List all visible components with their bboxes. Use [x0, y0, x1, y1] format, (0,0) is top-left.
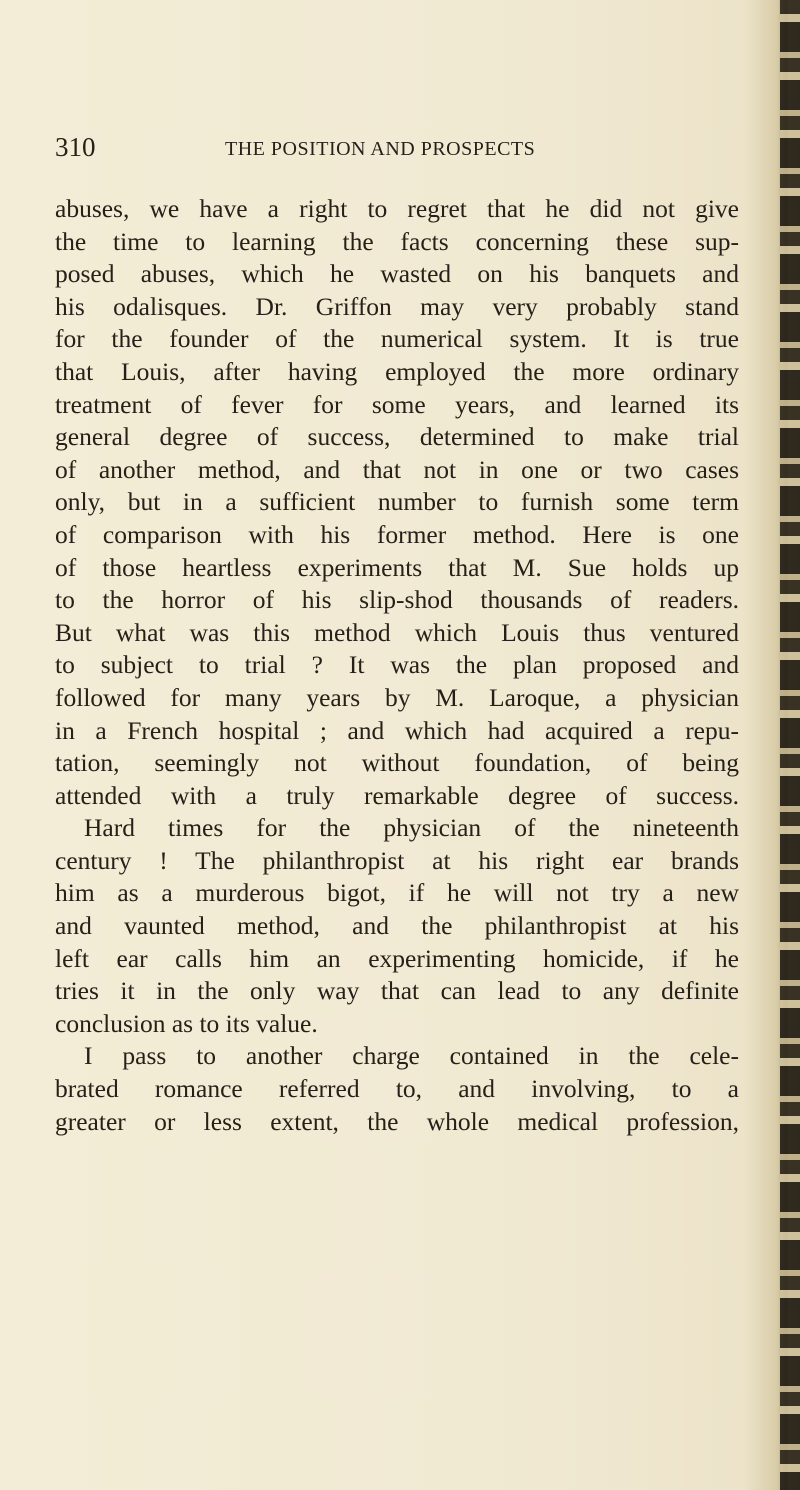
text-line: to the horror of his slip-shod thousands of readers. — [55, 585, 739, 615]
text-line: greater or less extent, the whole medical profession, — [55, 1106, 739, 1136]
text-line: attended with a truly remarkable degree of success. — [55, 780, 739, 810]
text-line: the time to learning the facts concerning these sup- — [55, 226, 739, 256]
running-head: THE POSITION AND PROSPECTS — [225, 138, 536, 160]
body-text — [55, 193, 739, 1138]
text-line: of those heartless experiments that M. Sue holds up — [55, 552, 739, 582]
text-line: tries it in the only way that can lead to any definite — [55, 976, 739, 1006]
text-line: of comparison with his former method. Here is one — [55, 519, 739, 549]
text-line: in a French hospital ; and which had acquired a repu- — [55, 715, 739, 745]
text-line: left ear calls him an experimenting homicide, if he — [55, 943, 739, 973]
text-line: treatment of fever for some years, and learned its — [55, 389, 739, 419]
text-line: century ! The philanthropist at his right ear brands — [55, 845, 739, 875]
text-line: to subject to trial ? It was the plan proposed and — [55, 650, 739, 680]
text-line: and vaunted method, and the philanthropist at his — [55, 911, 739, 941]
text-line: only, but in a sufficient number to furnish some term — [55, 487, 739, 517]
text-line: abuses, we have a right to regret that he did not give — [55, 194, 739, 223]
text-line: tation, seemingly not without foundation, of being — [55, 748, 739, 778]
text-line: for the founder of the numerical system. It is true — [55, 324, 739, 354]
text-line: posed abuses, which he wasted on his banquets and — [55, 259, 739, 289]
text-line: his odalisques. Dr. Griffon may very probably stand — [55, 291, 739, 321]
paragraph-start-line: Hard times for the physician of the nineteenth — [84, 813, 739, 843]
page-number: 310 — [55, 132, 96, 162]
text-line: brated romance referred to, and involving, to a — [55, 1074, 739, 1104]
text-line: of another method, and that not in one or two cases — [55, 454, 739, 484]
text-line: general degree of success, determined to make trial — [55, 422, 739, 452]
paragraph-end-line: conclusion as to its value. — [55, 1008, 318, 1038]
page-edge-scan-artifact — [780, 0, 800, 1490]
text-line: But what was this method which Louis thus ventured — [55, 617, 739, 647]
paragraph-start-line: I pass to another charge contained in the cele- — [84, 1041, 739, 1071]
text-line: followed for many years by M. Laroque, a physician — [55, 682, 739, 712]
page-header — [55, 132, 739, 172]
text-line: him as a murderous bigot, if he will not try a new — [55, 878, 739, 908]
text-line: that Louis, after having employed the more ordinary — [55, 356, 739, 386]
